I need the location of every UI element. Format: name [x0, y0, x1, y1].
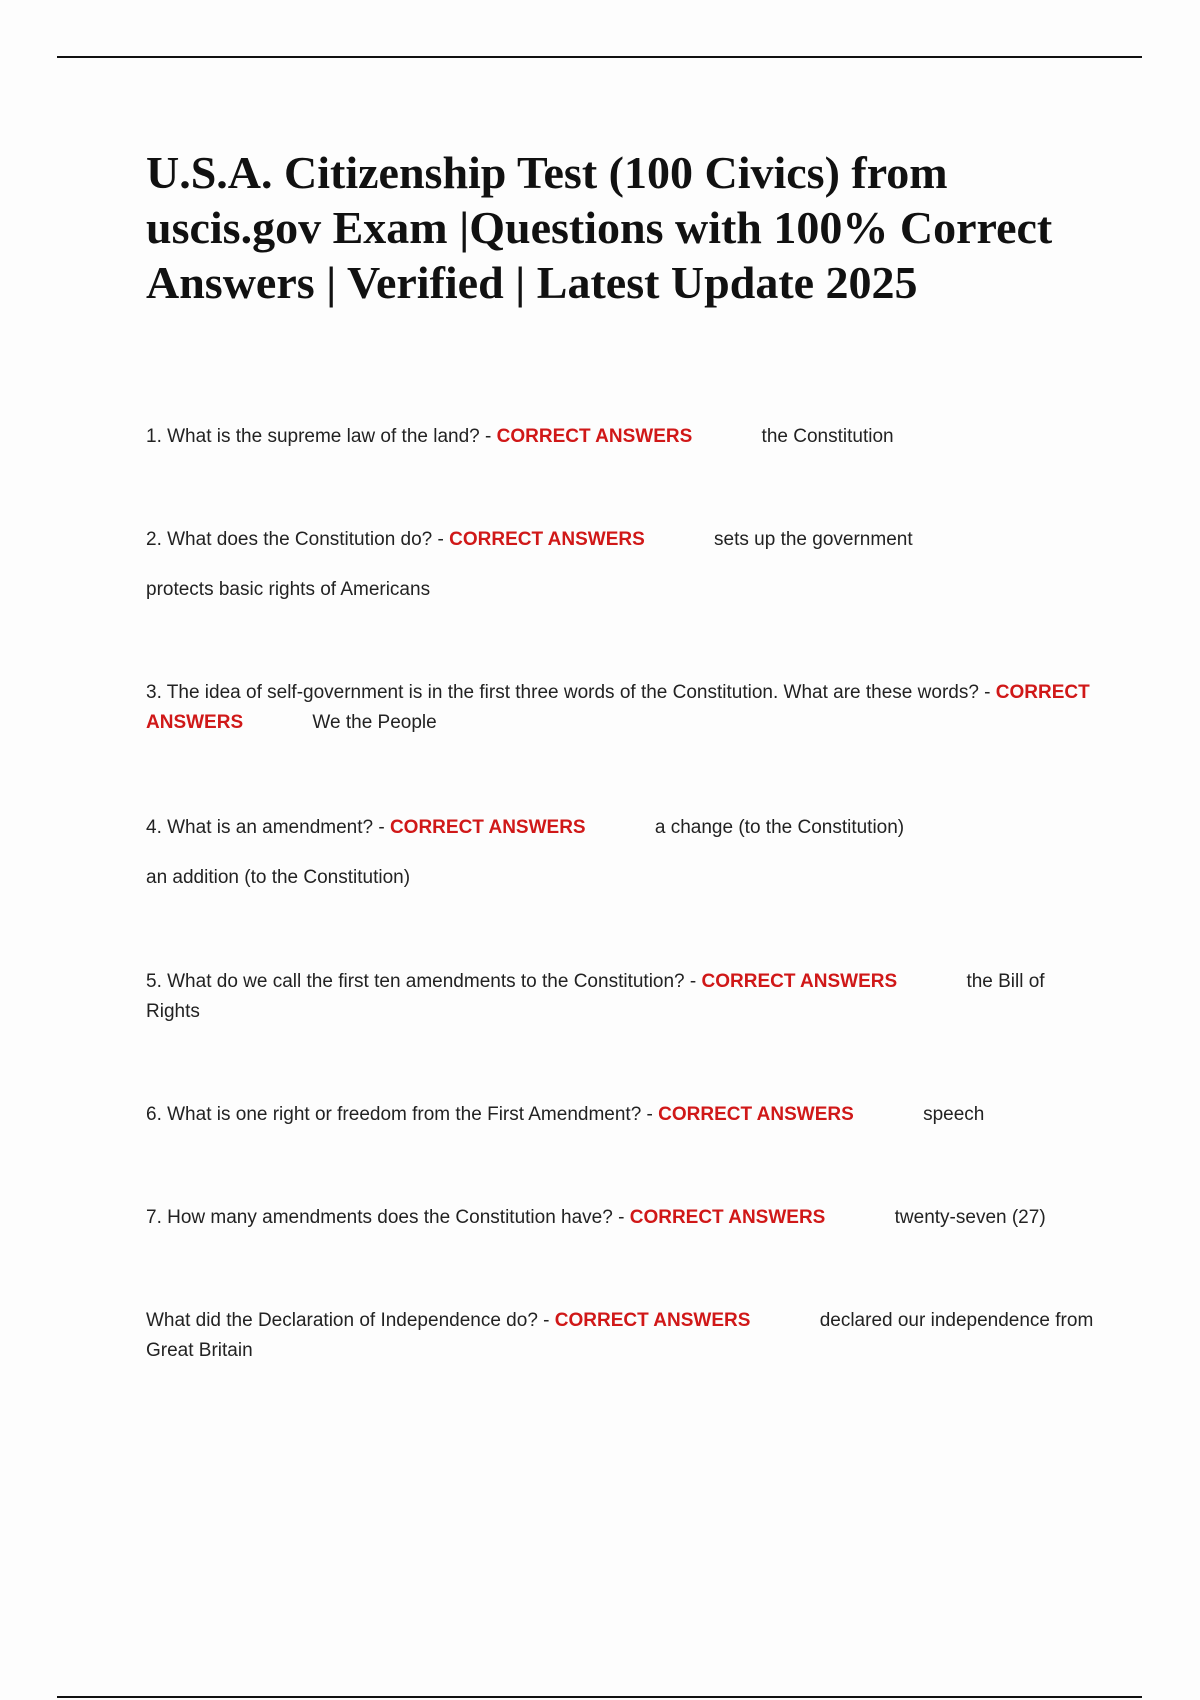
qa-item-5 — [146, 967, 1096, 1027]
question: 3. The idea of self-government is in the first three words of the Constitution. What are these words? - — [146, 682, 991, 703]
correct-answers-label: CORRECT ANSWERS — [554, 1310, 751, 1331]
qa-item-2 — [146, 525, 1096, 605]
qa-item-1 — [146, 422, 1096, 452]
answer: sets up the government — [714, 529, 913, 550]
document-title: U.S.A. Citizenship Test (100 Civics) from uscis.gov Exam |Questions with 100% Correct Answers | Verified | Latest Update 2025 — [146, 147, 1053, 308]
answer: twenty-seven (27) — [894, 1207, 1046, 1228]
correct-answers-label: CORRECT ANSWERS — [629, 1207, 826, 1228]
question: 1. What is the supreme law of the land? - — [146, 426, 492, 447]
qa-item-3 — [146, 678, 1096, 738]
correct-answers-label: CORRECT ANSWERS — [389, 817, 586, 838]
correct-answers-label: CORRECT ANSWERS — [496, 426, 693, 447]
correct-answers-label: CORRECT ANSWERS — [701, 971, 898, 992]
answer: We the People — [312, 712, 437, 733]
qa-item-7 — [146, 1203, 1096, 1233]
qa-item-4 — [146, 813, 1096, 893]
question: 6. What is one right or freedom from the First Amendment? - — [146, 1104, 653, 1125]
question: 7. How many amendments does the Constitution have? - — [146, 1207, 625, 1228]
answer-extra: protects basic rights of Americans — [146, 579, 431, 600]
question: 5. What do we call the first ten amendments to the Constitution? - — [146, 971, 697, 992]
qa-item-6 — [146, 1100, 1096, 1130]
answer: the Constitution — [761, 426, 894, 447]
bottom-rule — [57, 1696, 1142, 1698]
answer-extra: an addition (to the Constitution) — [146, 867, 411, 888]
answer: the Bill of Rights — [146, 971, 1045, 1022]
qa-item-8 — [146, 1306, 1096, 1366]
question: 2. What does the Constitution do? - — [146, 529, 444, 550]
top-rule — [57, 56, 1142, 58]
correct-answers-label: CORRECT ANSWERS — [146, 682, 1090, 733]
answer: a change (to the Constitution) — [654, 817, 905, 838]
correct-answers-label: CORRECT ANSWERS — [449, 529, 645, 550]
answer: speech — [923, 1104, 985, 1125]
answer: declared our independence from Great Britain — [146, 1310, 1094, 1361]
question: 4. What is an amendment? - — [146, 817, 385, 838]
question: What did the Declaration of Independence do? - — [146, 1310, 550, 1331]
correct-answers-label: CORRECT ANSWERS — [658, 1104, 854, 1125]
